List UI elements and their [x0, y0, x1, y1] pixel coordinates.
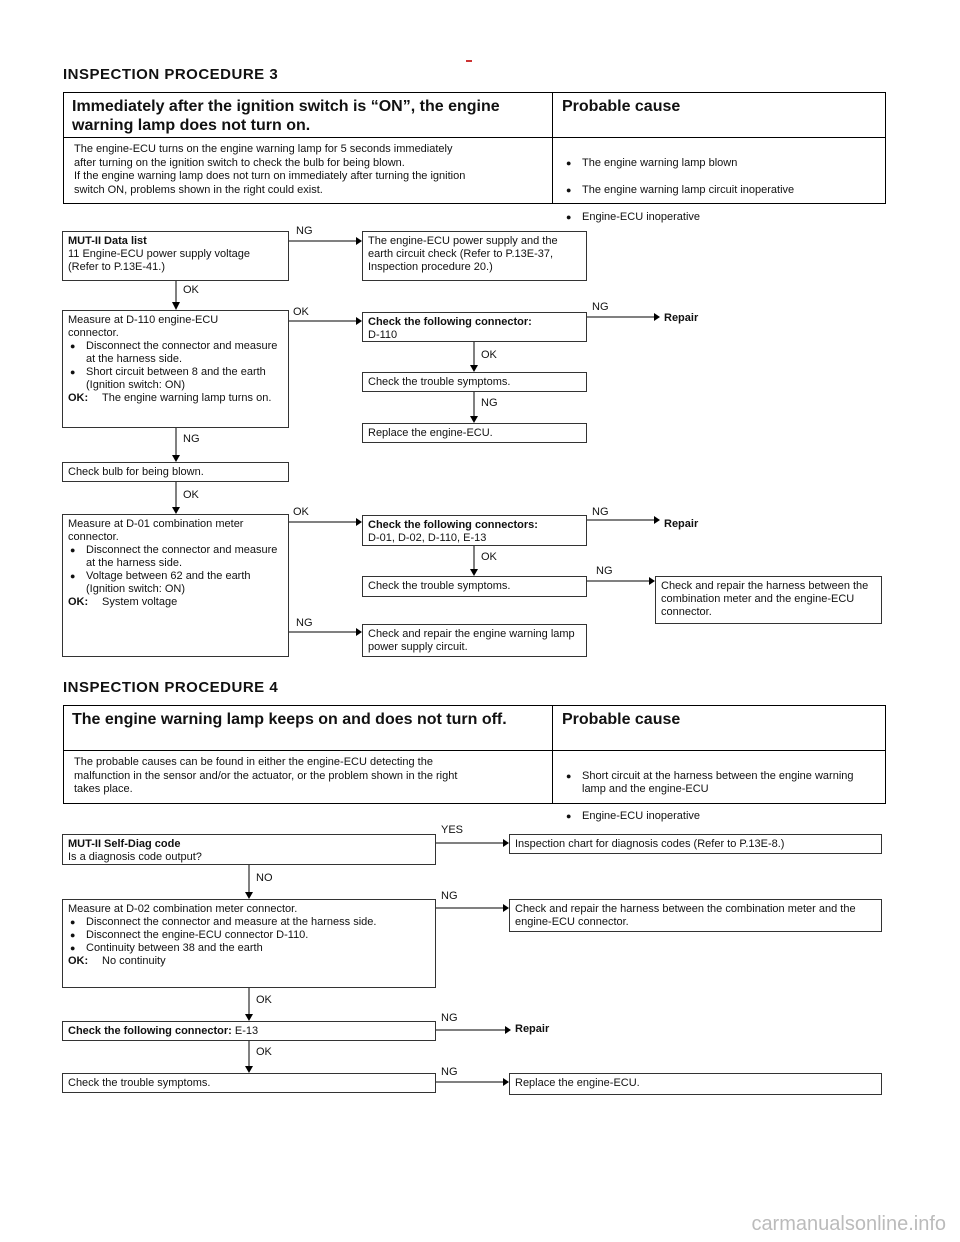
mut-data-list-box: MUT-II Data list 11 Engine-ECU power supply voltage (Refer to P.13E-41.)	[62, 231, 289, 281]
cause-item: ● Engine-ECU inoperative	[566, 210, 701, 223]
ok-label: OK	[256, 994, 272, 1006]
procedure-3-title: Immediately after the ignition switch is “ON”, the engine warning lamp does not turn on.	[72, 98, 500, 134]
repair-lamp-power-supply-box: Check and repair the engine warning lamp power supply circuit.	[362, 624, 587, 657]
probable-cause-heading: Probable cause	[562, 98, 681, 115]
repair-harness-meter-ecu-box: Check and repair the harness between the combination meter and the engine-ECU connector.	[655, 576, 882, 624]
cause-item: ● Short circuit at the harness between the engine warning lamp and the engine-ECU	[566, 769, 854, 795]
ng-label: NG	[592, 506, 609, 518]
repair-label: Repair	[515, 1023, 550, 1035]
check-connectors-d01-box: Check the following connectors: D-01, D-02, D-110, E-13	[362, 515, 587, 546]
cause-item: ● The engine warning lamp circuit inoperative	[566, 183, 795, 196]
repair-harness-meter-ecu-box-2: Check and repair the harness between the combination meter and the engine-ECU connector.	[509, 899, 882, 932]
measure-d02-box: Measure at D-02 combination meter connector. ● Disconnect the connector and measure at the harness side. ● Disconnect the engine-ECU connector D-110. ● Continuity between 38 and the earth OK: No continuity	[62, 899, 436, 988]
ng-label: NG	[296, 225, 313, 237]
measure-d01-box: Measure at D-01 combination meter connector. ● Disconnect the connector and measure at the harness side. ● Voltage between 62 and the earth (Ignition switch: ON) OK: System voltage	[62, 514, 289, 657]
repair-label: Repair	[664, 312, 699, 324]
check-trouble-symptoms-box-3: Check the trouble symptoms.	[62, 1073, 436, 1093]
procedure-3-heading: INSPECTION PROCEDURE 3	[63, 66, 279, 83]
ok-label: OK	[256, 1046, 272, 1058]
ng-label: NG	[592, 301, 609, 313]
ng-label: NG	[441, 1012, 458, 1024]
check-connector-d110-box: Check the following connector: D-110	[362, 312, 587, 342]
check-trouble-symptoms-box-2: Check the trouble symptoms.	[362, 576, 587, 597]
ok-label: OK	[183, 489, 199, 501]
ok-label: OK	[183, 284, 199, 296]
ok-label: OK	[293, 506, 309, 518]
procedure-3-description: The engine-ECU turns on the engine warning lamp for 5 seconds immediately after turning on the ignition switch to check the bulb for being blown. If the engine warning lamp does not turn on immediately after turning the ignition switch ON, problems shown in the right could exist.	[74, 143, 466, 196]
diagnosis-chart-box: Inspection chart for diagnosis codes (Refer to P.13E-8.)	[509, 834, 882, 854]
probable-cause-heading: Probable cause	[562, 711, 681, 728]
procedure-4-description: The probable causes can be found in either the engine-ECU detecting the malfunction in the sensor and/or the actuator, or the problem shown in the right takes place.	[74, 756, 458, 795]
ok-label: OK	[481, 349, 497, 361]
ng-label: NG	[441, 1066, 458, 1078]
repair-label: Repair	[664, 518, 699, 530]
ok-label: OK	[481, 551, 497, 563]
procedure-4-heading: INSPECTION PROCEDURE 4	[63, 679, 279, 696]
footer-watermark: carmanualsonline.info	[751, 1213, 946, 1235]
ok-label: OK	[293, 306, 309, 318]
mut-self-diag-box: MUT-II Self-Diag code Is a diagnosis code output?	[62, 834, 436, 865]
ng-label: NG	[441, 890, 458, 902]
replace-ecu-box-2: Replace the engine-ECU.	[509, 1073, 882, 1095]
yes-label: YES	[441, 824, 464, 836]
cause-item: ● Engine-ECU inoperative	[566, 810, 701, 822]
procedure-4-title: The engine warning lamp keeps on and does not turn off.	[72, 711, 507, 728]
no-label: NO	[256, 872, 273, 884]
ecu-power-supply-check-box: The engine-ECU power supply and the earth circuit check (Refer to P.13E-37, Inspection procedure 20.)	[362, 231, 587, 281]
cause-item: ● The engine warning lamp blown	[566, 156, 738, 169]
check-connector-e13-box: Check the following connector: E-13	[62, 1021, 436, 1041]
ng-label: NG	[296, 617, 313, 629]
ng-label: NG	[596, 565, 613, 577]
ng-label: NG	[183, 433, 200, 445]
replace-ecu-box-1: Replace the engine-ECU.	[362, 423, 587, 443]
check-trouble-symptoms-box-1: Check the trouble symptoms.	[362, 372, 587, 392]
measure-d110-box: Measure at D-110 engine-ECU connector. ● Disconnect the connector and measure at the harness side. ● Short circuit between 8 and the earth (Ignition switch: ON) OK: The engine warning lamp turns on.	[62, 310, 289, 428]
check-bulb-box: Check bulb for being blown.	[62, 462, 289, 482]
ng-label: NG	[481, 397, 498, 409]
